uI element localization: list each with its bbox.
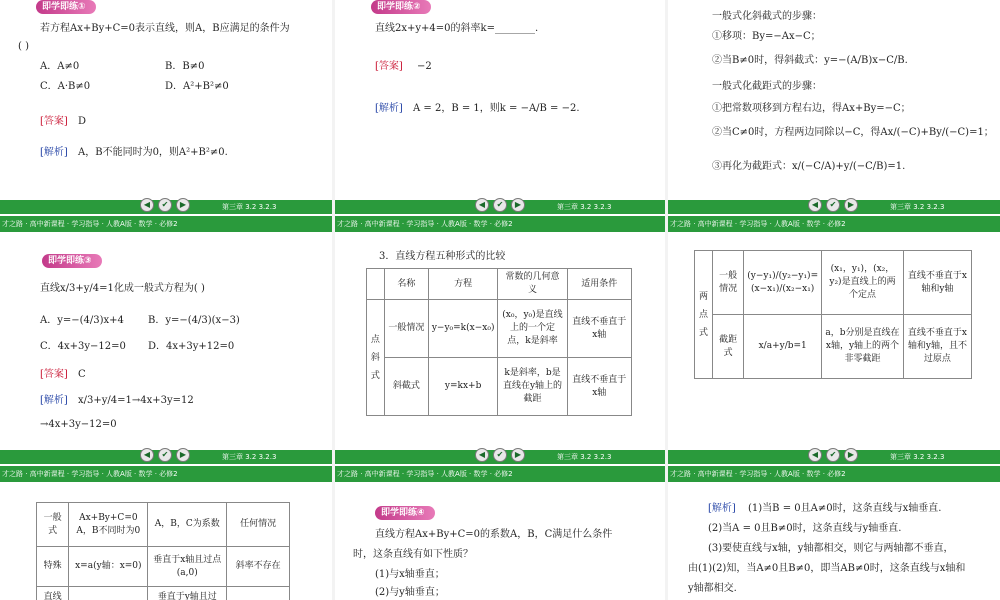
footer-bar xyxy=(0,200,332,214)
prev-icon[interactable]: ◀ xyxy=(140,448,154,462)
slide-1 xyxy=(0,0,332,216)
footer-bar xyxy=(668,450,1000,464)
next-icon[interactable]: ▶ xyxy=(176,448,190,462)
practice-badge-2: 即学即练② xyxy=(371,0,431,14)
option-d: D．A²+B²≠0 xyxy=(165,81,229,92)
answer-value: C xyxy=(78,369,86,380)
table-row xyxy=(367,358,632,416)
section-title: 3．直线方程五种形式的比较 xyxy=(379,251,506,262)
answer-value: −2 xyxy=(417,61,432,72)
question-text: 直线2x+y+4=0的斜率k=________. xyxy=(375,23,539,34)
form-condition: 斜率不存在 xyxy=(227,547,290,587)
analysis-line: y轴都相交. xyxy=(688,583,737,594)
form-name: 斜截式 xyxy=(384,358,428,416)
option-d: D．4x+3y+12=0 xyxy=(148,341,235,352)
practice-badge-1: 即学即练① xyxy=(36,0,96,14)
step-line: ②当B≠0时，得斜截式：y=−(A/B)x−C/B. xyxy=(712,55,908,66)
form-condition: 直线不垂直于x轴 xyxy=(567,300,632,358)
form-meaning: k是斜率，b是直线在y轴上的截距 xyxy=(498,358,567,416)
step-heading-2: 一般式化截距式的步骤： xyxy=(712,81,822,92)
next-icon[interactable]: ▶ xyxy=(176,198,190,212)
table-header-row xyxy=(367,269,632,300)
slide-5 xyxy=(335,216,665,466)
form-equation: Ax+By+C=0 A，B不同时为0 xyxy=(69,503,148,547)
practice-badge-3: 即学即练③ xyxy=(42,254,102,268)
header-bar: 才之路 · 高中新课程 · 学习指导 · 人教A版 · 数学 · 必修2 xyxy=(0,216,332,232)
footer-bar xyxy=(335,200,665,214)
analysis-label: [解析] xyxy=(708,503,736,514)
slide-2 xyxy=(335,0,665,216)
form-meaning: 垂直于y轴且过 xyxy=(148,587,227,600)
analysis-text: A = 2，B = 1，则k = −A/B = −2. xyxy=(413,103,580,114)
answer-label: [答案] xyxy=(375,61,403,72)
chapter-label: 第三章 3.2 3.2.3 xyxy=(222,203,277,211)
chapter-label: 第三章 3.2 3.2.3 xyxy=(557,203,612,211)
group-cell: 点斜式 xyxy=(367,300,385,416)
analysis-line: x/3+y/4=1→4x+3y=12 xyxy=(78,395,194,406)
answer-label: [答案] xyxy=(40,369,68,380)
form-condition: 直线不垂直于x轴和y轴 xyxy=(903,251,971,315)
question-text: 直线方程Ax+By+C=0的系数A，B，C满足什么条件 xyxy=(375,529,613,540)
form-condition xyxy=(227,587,290,600)
form-condition: 直线不垂直于x轴和y轴，且不过原点 xyxy=(903,315,971,379)
form-name: 一般情况 xyxy=(384,300,428,358)
header-bar: 才之路 · 高中新课程 · 学习指导 · 人教A版 · 数学 · 必修2 xyxy=(335,466,665,482)
form-name: 直线 xyxy=(37,587,69,600)
form-equation: y−y₀=k(x−x₀) xyxy=(428,300,498,358)
footer-bar xyxy=(0,450,332,464)
chapter-label: 第三章 3.2 3.2.3 xyxy=(890,203,945,211)
analysis-line: (1)当B = 0且A≠0时，这条直线与x轴垂直. xyxy=(748,503,942,514)
home-icon[interactable]: ✔ xyxy=(158,448,172,462)
slide-7 xyxy=(0,466,332,600)
next-icon[interactable]: ▶ xyxy=(511,448,525,462)
analysis-label: [解析] xyxy=(40,395,68,406)
option-a: A．A≠0 xyxy=(40,61,80,72)
header-bar: 才之路 · 高中新课程 · 学习指导 · 人教A版 · 数学 · 必修2 xyxy=(0,466,332,482)
slide-4 xyxy=(0,216,332,466)
forms-table xyxy=(366,268,632,416)
header-cell: 方程 xyxy=(428,269,498,300)
form-equation: x=a(y轴：x=0) xyxy=(69,547,148,587)
step-heading-1: 一般式化斜截式的步骤： xyxy=(712,11,822,22)
step-line: ①把常数项移到方程右边，得Ax+By=−C； xyxy=(712,103,911,114)
header-cell: 名称 xyxy=(384,269,428,300)
table-row xyxy=(695,315,972,379)
question-text: 若方程Ax+By+C=0表示直线，则A，B应满足的条件为 xyxy=(40,23,290,34)
home-icon[interactable]: ✔ xyxy=(493,198,507,212)
slide-3 xyxy=(668,0,1000,216)
option-b: B．y=−(4/3)(x−3) xyxy=(148,315,240,326)
form-meaning: A，B，C为系数 xyxy=(148,503,227,547)
question-text: 直线x/3+y/4=1化成一般式方程为( ) xyxy=(40,283,205,294)
form-equation: y=kx+b xyxy=(428,358,498,416)
form-condition: 直线不垂直于x轴 xyxy=(567,358,632,416)
prev-icon[interactable]: ◀ xyxy=(140,198,154,212)
question-part: (1)与x轴垂直； xyxy=(375,569,445,580)
analysis-label: [解析] xyxy=(40,147,68,158)
home-icon[interactable]: ✔ xyxy=(826,448,840,462)
analysis-label: [解析] xyxy=(375,103,403,114)
home-icon[interactable]: ✔ xyxy=(493,448,507,462)
form-name: 一般情况 xyxy=(712,251,743,315)
forms-table-continued xyxy=(36,502,290,600)
header-cell: 常数的几何意义 xyxy=(498,269,567,300)
form-meaning: (x₁，y₁)，(x₂，y₂)是直线上的两个定点 xyxy=(822,251,904,315)
analysis-line: 由(1)(2)知，当A≠0且B≠0，即当AB≠0时，这条直线与x轴和 xyxy=(688,563,966,574)
chapter-label: 第三章 3.2 3.2.3 xyxy=(890,453,945,461)
question-part: (2)与y轴垂直； xyxy=(375,587,445,598)
form-name: 一般式 xyxy=(37,503,69,547)
analysis-line: (2)当A = 0且B≠0时，这条直线与y轴垂直. xyxy=(708,523,902,534)
header-cell: 适用条件 xyxy=(567,269,632,300)
table-row xyxy=(37,547,290,587)
home-icon[interactable]: ✔ xyxy=(826,198,840,212)
slide-6 xyxy=(668,216,1000,466)
home-icon[interactable]: ✔ xyxy=(158,198,172,212)
analysis-text: A，B不能同时为0，则A²+B²≠0. xyxy=(78,147,228,158)
table-row xyxy=(37,587,290,600)
table-row xyxy=(37,503,290,547)
form-equation: (y−y₁)/(y₂−y₁)=(x−x₁)/(x₂−x₁) xyxy=(744,251,822,315)
header-bar: 才之路 · 高中新课程 · 学习指导 · 人教A版 · 数学 · 必修2 xyxy=(668,216,1000,232)
practice-badge-4: 即学即练④ xyxy=(375,506,435,520)
form-meaning: (x₀，y₀)是直线上的一个定点，k是斜率 xyxy=(498,300,567,358)
header-bar: 才之路 · 高中新课程 · 学习指导 · 人教A版 · 数学 · 必修2 xyxy=(335,216,665,232)
chapter-label: 第三章 3.2 3.2.3 xyxy=(557,453,612,461)
group-cell: 两点式 xyxy=(695,251,713,379)
form-condition: 任何情况 xyxy=(227,503,290,547)
prev-icon[interactable]: ◀ xyxy=(475,448,489,462)
slide-8 xyxy=(335,466,665,600)
slide-9 xyxy=(668,466,1000,600)
step-line: ②当C≠0时，方程两边同除以−C，得Ax/(−C)+By/(−C)=1； xyxy=(712,127,994,138)
form-name: 特殊 xyxy=(37,547,69,587)
prev-icon[interactable]: ◀ xyxy=(808,198,822,212)
form-equation xyxy=(69,587,148,600)
form-name: 截距式 xyxy=(712,315,743,379)
question-blank: ( ) xyxy=(18,41,29,52)
option-c: C．4x+3y−12=0 xyxy=(40,341,126,352)
chapter-label: 第三章 3.2 3.2.3 xyxy=(222,453,277,461)
header-bar: 才之路 · 高中新课程 · 学习指导 · 人教A版 · 数学 · 必修2 xyxy=(668,466,1000,482)
option-b: B．B≠0 xyxy=(165,61,205,72)
forms-table-continued xyxy=(694,250,972,379)
table-row xyxy=(695,251,972,315)
next-icon[interactable]: ▶ xyxy=(844,448,858,462)
analysis-line: (3)要使直线与x轴，y轴都相交，则它与两轴都不垂直， xyxy=(708,543,954,554)
step-line: ③再化为截距式：x/(−C/A)+y/(−C/B)=1. xyxy=(712,161,906,172)
form-meaning: 垂直于x轴且过点(a,0) xyxy=(148,547,227,587)
form-meaning: a，b分别是直线在x轴，y轴上的两个非零截距 xyxy=(822,315,904,379)
prev-icon[interactable]: ◀ xyxy=(808,448,822,462)
prev-icon[interactable]: ◀ xyxy=(475,198,489,212)
table-row xyxy=(367,300,632,358)
form-equation: x/a+y/b=1 xyxy=(744,315,822,379)
footer-bar xyxy=(335,450,665,464)
answer-label: [答案] xyxy=(40,116,68,127)
next-icon[interactable]: ▶ xyxy=(511,198,525,212)
step-line: ①移项：By=−Ax−C； xyxy=(712,31,821,42)
footer-bar xyxy=(668,200,1000,214)
analysis-line: →4x+3y−12=0 xyxy=(40,419,117,430)
option-c: C．A·B≠0 xyxy=(40,81,91,92)
answer-value: D xyxy=(78,116,87,127)
option-a: A．y=−(4/3)x+4 xyxy=(40,315,124,326)
question-text: 时，这条直线有如下性质？ xyxy=(353,549,473,560)
next-icon[interactable]: ▶ xyxy=(844,198,858,212)
